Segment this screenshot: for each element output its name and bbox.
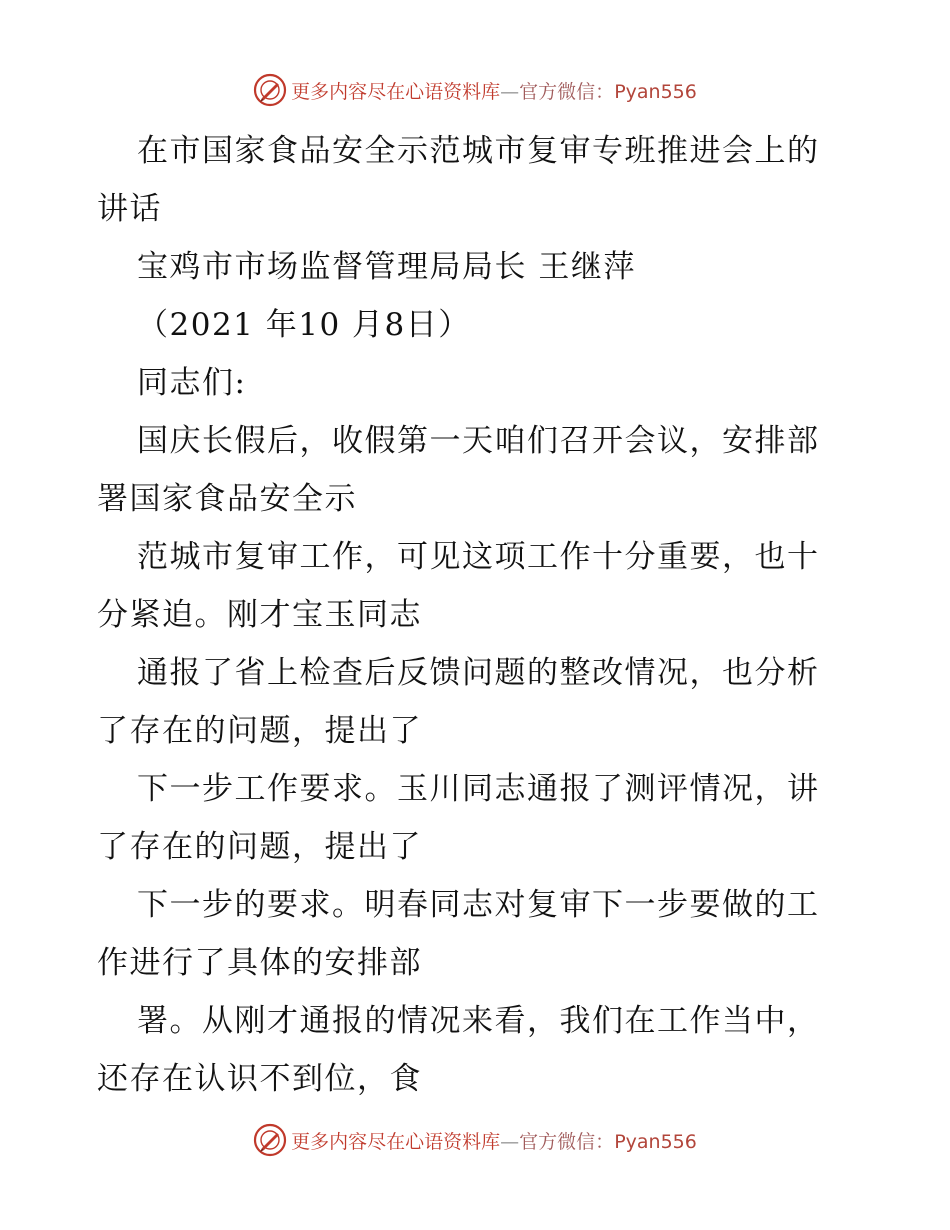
- watermark-dash: —: [500, 80, 520, 103]
- watermark-main-text: 更多内容尽在心语资料库: [291, 1130, 501, 1153]
- watermark-dash: —: [500, 1130, 520, 1153]
- watermark-main-text: 更多内容尽在心语资料库: [291, 80, 501, 103]
- pen-logo-icon: [253, 1123, 287, 1157]
- document-body: [97, 122, 857, 1108]
- text-line: 分紧迫。刚才宝玉同志: [97, 597, 422, 633]
- text-line: 讲话: [97, 191, 162, 227]
- text-line: 在市国家食品安全示范城市复审专班推进会上的: [137, 133, 820, 169]
- footer-watermark-banner: [0, 1120, 950, 1160]
- text-line: 国庆长假后，收假第一天咱们召开会议，安排部: [137, 423, 820, 459]
- text-line: 署。从刚才通报的情况来看，我们在工作当中，: [137, 1003, 820, 1039]
- header-watermark-banner: [0, 70, 950, 110]
- watermark-wechat-id: Pyan556: [614, 1130, 697, 1153]
- watermark-wechat-label: 官方微信：: [519, 1130, 615, 1153]
- watermark-wechat-label: 官方微信：: [519, 80, 615, 103]
- text-line: 通报了省上检查后反馈问题的整改情况，也分析: [137, 655, 820, 691]
- watermark-text: [291, 1127, 697, 1154]
- text-line: 范城市复审工作，可见这项工作十分重要，也十: [137, 539, 820, 575]
- text-line: 下一步工作要求。玉川同志通报了测评情况，讲: [137, 771, 820, 807]
- text-line: 了存在的问题，提出了: [97, 829, 422, 865]
- text-line: 了存在的问题，提出了: [97, 713, 422, 749]
- pen-logo-icon: [253, 73, 287, 107]
- text-line: （2021 年10 月8日）: [137, 307, 471, 343]
- watermark-text: [291, 77, 697, 104]
- text-line: 还存在认识不到位，食: [97, 1061, 422, 1097]
- text-line: 署国家食品安全示: [97, 481, 357, 517]
- text-line: 宝鸡市市场监督管理局局长 王继萍: [137, 249, 636, 285]
- text-line: 下一步的要求。明春同志对复审下一步要做的工: [137, 887, 820, 923]
- text-line: 同志们:: [137, 365, 247, 401]
- watermark-wechat-id: Pyan556: [614, 80, 697, 103]
- text-line: 作进行了具体的安排部: [97, 945, 422, 981]
